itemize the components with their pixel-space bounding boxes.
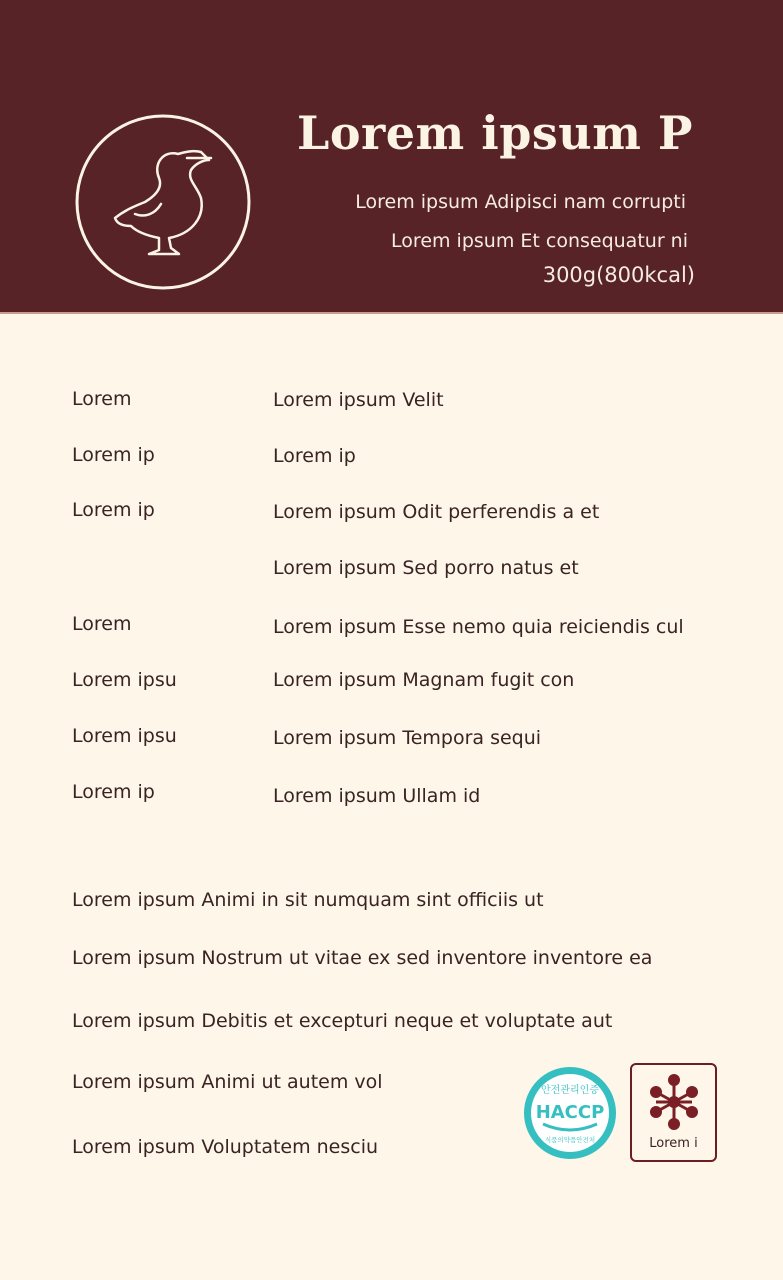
product-title: Lorem ipsum P [297,106,693,160]
spec-value: Lorem ipsum Odit perferendis a et [273,501,600,523]
network-icon [648,1072,700,1132]
spec-label: Lorem ip [72,444,155,466]
spec-value: Lorem ipsum Ullam id [273,785,481,807]
haccp-badge [523,1066,617,1160]
haccp-top-text: 안전관리인증 [541,1085,599,1096]
spec-value: Lorem ipsum Magnam fugit con [273,669,575,691]
product-subtitle-1: Lorem ipsum Adipisci nam corrupti [355,191,686,213]
weight-kcal: 300g(800kcal) [542,263,695,287]
note-line: Lorem ipsum Voluptatem nesciu [72,1136,379,1158]
spec-label: Lorem ipsu [72,725,177,747]
note-line: Lorem ipsum Debitis et excepturi neque et voluptate aut [72,1010,613,1032]
haccp-bottom-text: 식품의약품안전처 [544,1136,596,1144]
spec-label: Lorem ipsu [72,669,177,691]
note-line: Lorem ipsum Animi ut autem vol [72,1071,383,1093]
spec-value: Lorem ipsum Esse nemo quia reiciendis cul [273,616,684,638]
spec-label: Lorem ip [72,499,155,521]
spec-value: Lorem ipsum Velit [273,389,444,411]
spec-value: Lorem ipsum Sed porro natus et [273,557,579,579]
spec-label: Lorem [72,388,132,410]
haccp-main-text: HACCP [535,1102,605,1123]
note-line: Lorem ipsum Animi in sit numquam sint officiis ut [72,889,544,911]
product-header [0,0,783,314]
spec-value: Lorem ipsum Tempora sequi [273,727,542,749]
certification-badge [630,1063,717,1162]
product-subtitle-2: Lorem ipsum Et consequatur ni [391,230,688,252]
certification-label: Lorem i [649,1136,698,1151]
duck-icon [75,114,251,290]
note-line: Lorem ipsum Nostrum ut vitae ex sed inventore inventore ea [72,947,653,969]
spec-label: Lorem ip [72,781,155,803]
spec-value: Lorem ip [273,445,356,467]
spec-label: Lorem [72,613,132,635]
